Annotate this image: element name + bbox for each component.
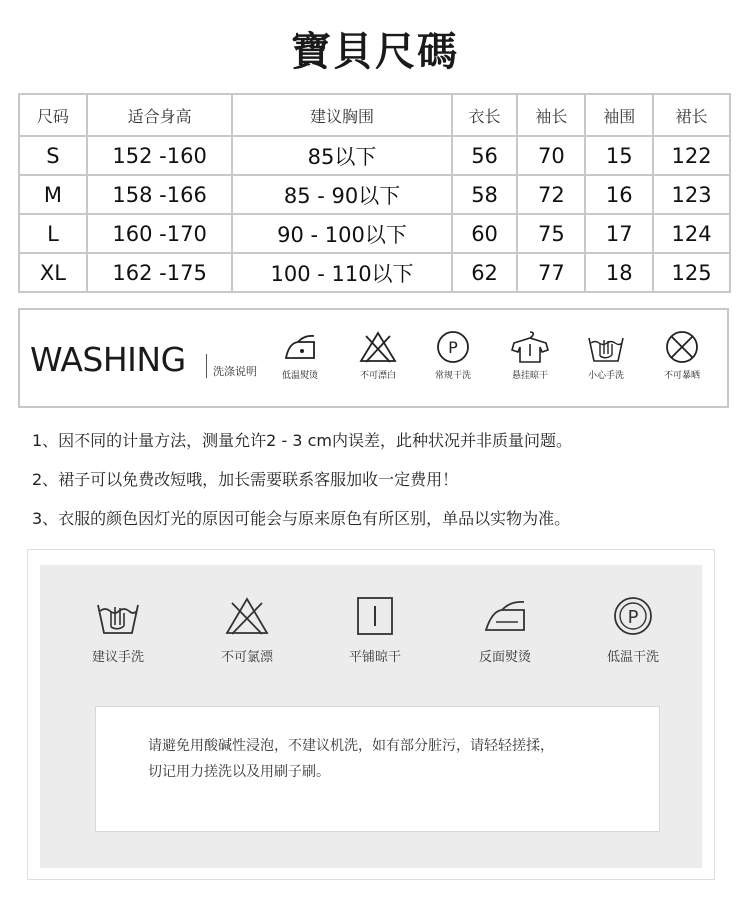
- header-sleeve-width: 袖围: [585, 94, 653, 136]
- washing-divider: [206, 354, 207, 378]
- hang-dry-icon: [510, 330, 550, 364]
- washing-item-dry-clean: [418, 330, 488, 381]
- washing-item-hang-dry: [495, 330, 565, 381]
- cell-sleeve-length: 77: [517, 253, 585, 292]
- size-table-header-row: [19, 94, 730, 136]
- iron-low-icon: [280, 330, 320, 364]
- header-height: 适合身高: [87, 94, 233, 136]
- cell-skirt-length: 125: [653, 253, 730, 292]
- cell-length: 60: [452, 214, 518, 253]
- hand-wash-icon: [95, 596, 141, 636]
- cell-bust: 85 - 90以下: [232, 175, 451, 214]
- care-instructions-box: [95, 706, 660, 832]
- cell-bust: 85以下: [232, 136, 451, 175]
- cell-skirt-length: 122: [653, 136, 730, 175]
- table-row: [19, 214, 730, 253]
- no-bleach-icon: [358, 330, 398, 364]
- care-item-no-chlorine-bleach: [197, 596, 297, 665]
- no-chlorine-bleach-icon: [224, 596, 270, 636]
- table-row: [19, 175, 730, 214]
- cell-bust: 100 - 110以下: [232, 253, 451, 292]
- flat-dry-icon: [352, 596, 398, 636]
- care-instruction-line: 请避免用酸碱性浸泡，不建议机洗，如有部分脏污，请轻轻搓揉，: [148, 738, 554, 754]
- cell-size: L: [19, 214, 87, 253]
- dry-clean-icon: [610, 596, 656, 636]
- washing-item-hand-wash: [571, 330, 641, 381]
- page-title: 寶貝尺碼: [291, 28, 459, 75]
- cell-sleeve-length: 75: [517, 214, 585, 253]
- washing-item-label: 不可漂白: [359, 371, 396, 381]
- cell-size: S: [19, 136, 87, 175]
- washing-item-label: 小心手洗: [587, 371, 624, 381]
- hand-wash-icon: [586, 330, 626, 364]
- no-sun-icon: [662, 330, 702, 364]
- note-item: 1、因不同的计量方法，测量允许2 - 3 cm内误差，此种状况并非质量问题。: [32, 431, 572, 450]
- care-instruction-line: 切记用力搓洗以及用刷子刷。: [148, 764, 330, 780]
- cell-length: 62: [452, 253, 518, 292]
- care-item-label: 不可氯漂: [220, 650, 273, 665]
- cell-height: 158 -166: [87, 175, 233, 214]
- header-size: 尺码: [19, 94, 87, 136]
- table-row: [19, 136, 730, 175]
- washing-item-iron-low: [265, 330, 335, 381]
- cell-sleeve-width: 18: [585, 253, 653, 292]
- dry-clean-icon: [433, 330, 473, 364]
- header-bust: 建议胸围: [232, 94, 451, 136]
- svg-text:P: P: [627, 607, 639, 628]
- washing-item-no-bleach: [343, 330, 413, 381]
- washing-panel: [18, 308, 729, 408]
- care-item-dry-clean: [583, 596, 683, 665]
- cell-length: 56: [452, 136, 518, 175]
- size-table: [18, 93, 731, 293]
- cell-length: 58: [452, 175, 518, 214]
- cell-skirt-length: 124: [653, 214, 730, 253]
- table-row: [19, 253, 730, 292]
- cell-height: 152 -160: [87, 136, 233, 175]
- washing-item-label: 不可暴晒: [663, 371, 700, 381]
- care-item-hand-wash: [68, 596, 168, 665]
- header-sleeve-length: 袖长: [517, 94, 585, 136]
- care-item-label: 建议手洗: [91, 650, 144, 665]
- washing-title: WASHING: [30, 340, 186, 379]
- care-item-flat-dry: [325, 596, 425, 665]
- iron-reverse-icon: [482, 596, 528, 636]
- cell-sleeve-width: 15: [585, 136, 653, 175]
- care-item-label: 平铺晾干: [348, 650, 401, 665]
- cell-sleeve-length: 72: [517, 175, 585, 214]
- care-item-label: 反面熨烫: [478, 650, 531, 665]
- cell-sleeve-width: 17: [585, 214, 653, 253]
- cell-height: 162 -175: [87, 253, 233, 292]
- header-skirt-length: 裙长: [653, 94, 730, 136]
- care-item-label: 低温干洗: [606, 650, 659, 665]
- washing-subtitle: 洗涤说明: [213, 365, 257, 378]
- header-length: 衣长: [452, 94, 518, 136]
- note-item: 2、裙子可以免费改短哦，加长需要联系客服加收一定费用！: [32, 470, 459, 489]
- washing-item-label: 常规干洗: [434, 371, 471, 381]
- svg-text:P: P: [448, 338, 458, 357]
- notes-list: [32, 428, 572, 545]
- cell-bust: 90 - 100以下: [232, 214, 451, 253]
- care-item-iron-reverse: [455, 596, 555, 665]
- cell-size: M: [19, 175, 87, 214]
- note-item: 3、衣服的颜色因灯光的原因可能会与原来原色有所区别，单品以实物为准。: [32, 509, 571, 528]
- cell-skirt-length: 123: [653, 175, 730, 214]
- washing-item-label: 低温熨烫: [281, 371, 318, 381]
- washing-item-label: 悬挂晾干: [511, 371, 548, 381]
- cell-sleeve-length: 70: [517, 136, 585, 175]
- cell-size: XL: [19, 253, 87, 292]
- cell-sleeve-width: 16: [585, 175, 653, 214]
- cell-height: 160 -170: [87, 214, 233, 253]
- washing-item-no-sun: [647, 330, 717, 381]
